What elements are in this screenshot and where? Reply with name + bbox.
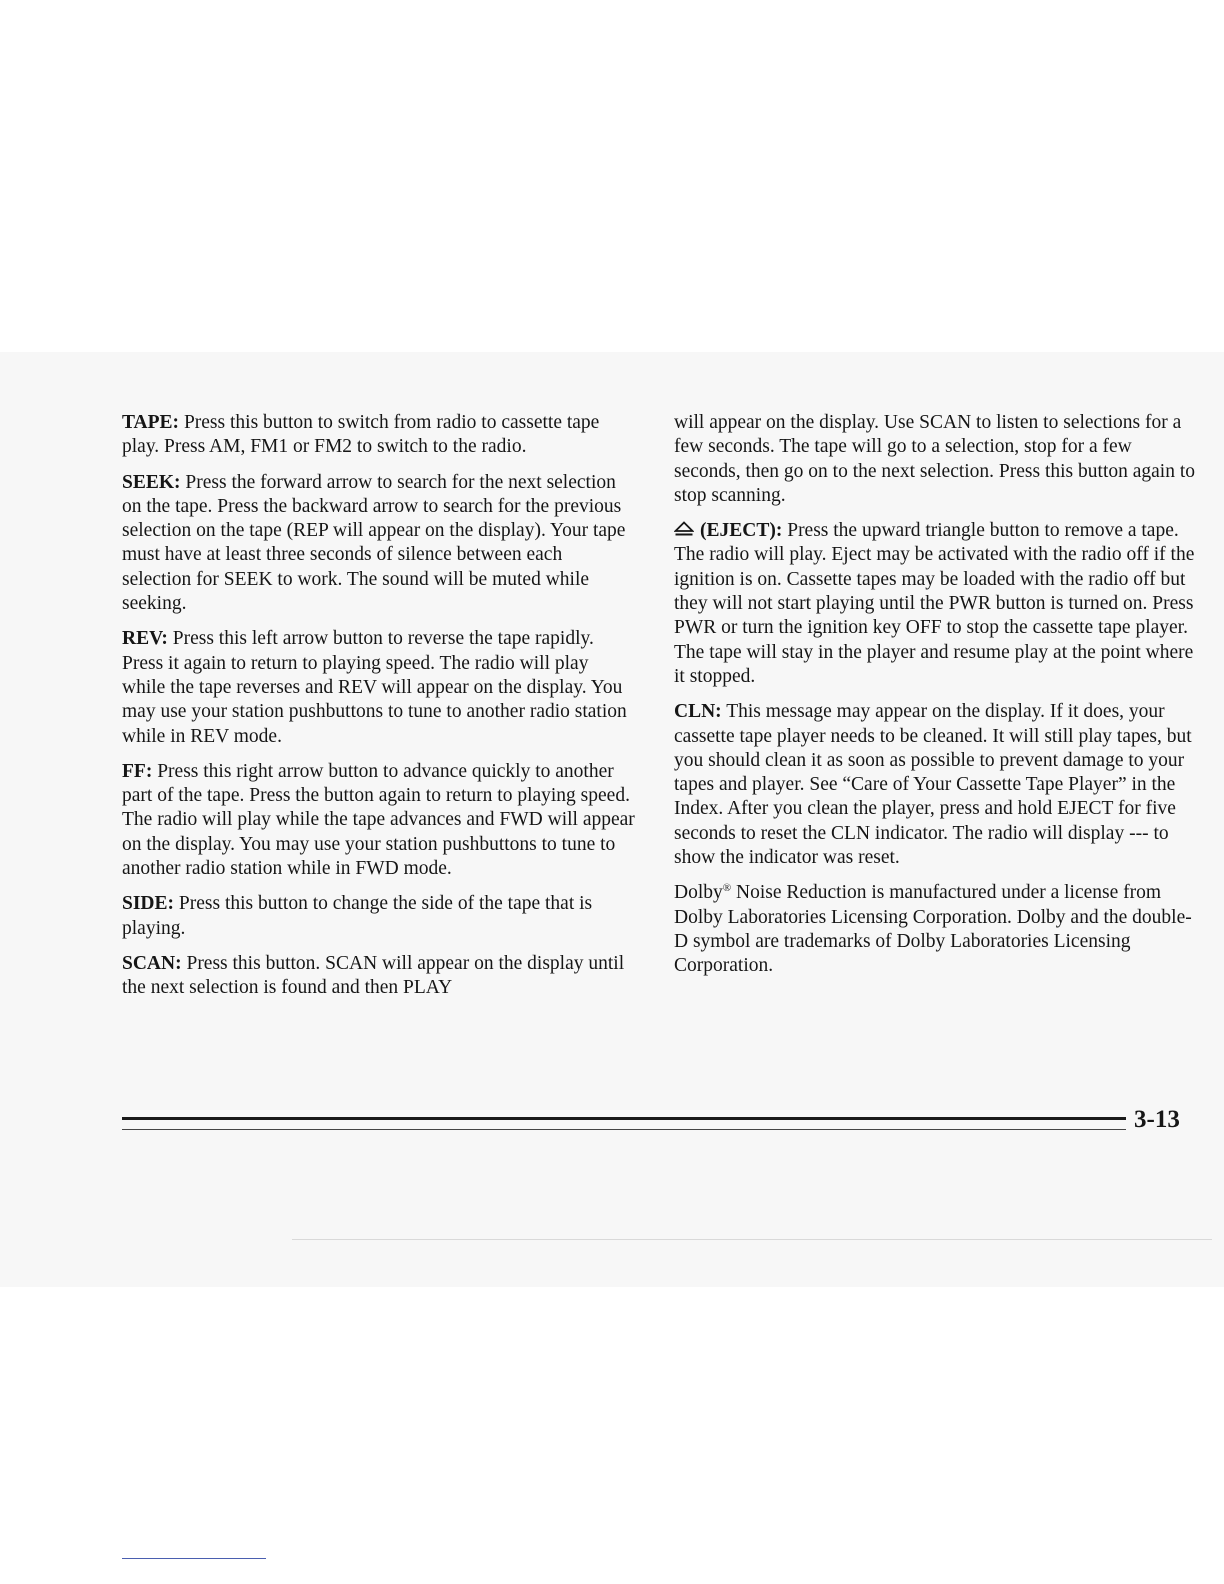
rev-description: Press this left arrow button to reverse the tape rapidly. Press it again to return to playing speed. The radio will play while the tape reverses and REV will appear on the display. You may use your station pushbuttons to tune to another radio station while in REV mode.	[122, 628, 627, 747]
seek-paragraph	[122, 471, 636, 617]
eject-term: (EJECT):	[700, 520, 783, 542]
scan-continued-paragraph: will appear on the display. Use SCAN to listen to selections for a few seconds. The tape will go to a selection, stop for a few seconds, then go on to the next selection. Press this button again to stop scanning.	[674, 412, 1196, 506]
right-column	[674, 411, 1196, 990]
scan-description: Press this button. SCAN will appear on the display until the next selection is found and then PLAY	[122, 952, 625, 999]
dolby-name: Dolby	[674, 882, 723, 904]
ff-term: FF:	[122, 760, 153, 782]
rev-term: REV:	[122, 628, 168, 650]
scan-paragraph	[122, 952, 636, 1001]
side-description: Press this button to change the side of the tape that is playing.	[122, 893, 593, 939]
eject-description: Press the upward triangle button to remove a tape. The radio will play. Eject may be activated with the radio off if the ignition is on. Cassette tapes may be loaded with the radio off but they will not start playing until the PWR button is turned on. Press PWR or turn the ignition key OFF to stop the cassette tape player. The tape will stay in the player and resume play at the point where it stopped.	[674, 520, 1195, 687]
cln-paragraph	[674, 700, 1196, 870]
side-paragraph	[122, 892, 636, 941]
tape-term: TAPE:	[122, 412, 180, 433]
seek-term: SEEK:	[122, 471, 181, 493]
side-term: SIDE:	[122, 893, 175, 915]
registered-mark: ®	[722, 882, 732, 895]
cln-description: This message may appear on the display. If it does, your cassette tape player needs to be cleaned. It will still play tapes, but you should clean it as soon as possible to prevent damage to your tapes and player. See “Care of Your Cassette Tape Player” in the Index. After you clean the player, press and hold EJECT for five seconds to reset the CLN indicator. The radio will display --- to show the indicator was reset.	[674, 701, 1192, 869]
tape-paragraph	[122, 411, 636, 460]
scan-term: SCAN:	[122, 952, 182, 974]
ff-description: Press this right arrow button to advance quickly to another part of the tape. Press the button again to return to playing speed. The radio will play while the tape advances and FWD will appear on the display. You may use your station pushbuttons to tune to another radio station while in FWD mode.	[122, 760, 635, 880]
ff-paragraph	[122, 760, 636, 881]
tape-description: Press this button to switch from radio to cassette tape play. Press AM, FM1 or FM2 to switch to the radio.	[122, 412, 600, 458]
page-number: 3-13	[1134, 1106, 1180, 1133]
scan-artifact-line	[292, 1239, 1212, 1240]
seek-description: Press the forward arrow to search for the next selection on the tape. Press the backward arrow to search for the previous selection on the tape (REP will appear on the display). Your tape must have at least three seconds of silence between each selection for SEEK to work. The sound will be muted while seeking.	[122, 471, 626, 615]
eject-icon	[674, 521, 694, 537]
dolby-description: Noise Reduction is manufactured under a license from Dolby Laboratories Licensing Corporation. Dolby and the double-D symbol are trademarks of Dolby Laboratories Licensing Corporation.	[674, 882, 1192, 977]
eject-paragraph	[674, 519, 1196, 689]
dolby-paragraph	[674, 881, 1196, 978]
bottom-link-underline	[122, 1558, 266, 1559]
rev-paragraph	[122, 627, 636, 748]
footer-rule-thick	[122, 1117, 1126, 1120]
footer-rule-thin	[122, 1129, 1126, 1130]
cln-term: CLN:	[674, 701, 722, 723]
left-column	[122, 411, 636, 1012]
